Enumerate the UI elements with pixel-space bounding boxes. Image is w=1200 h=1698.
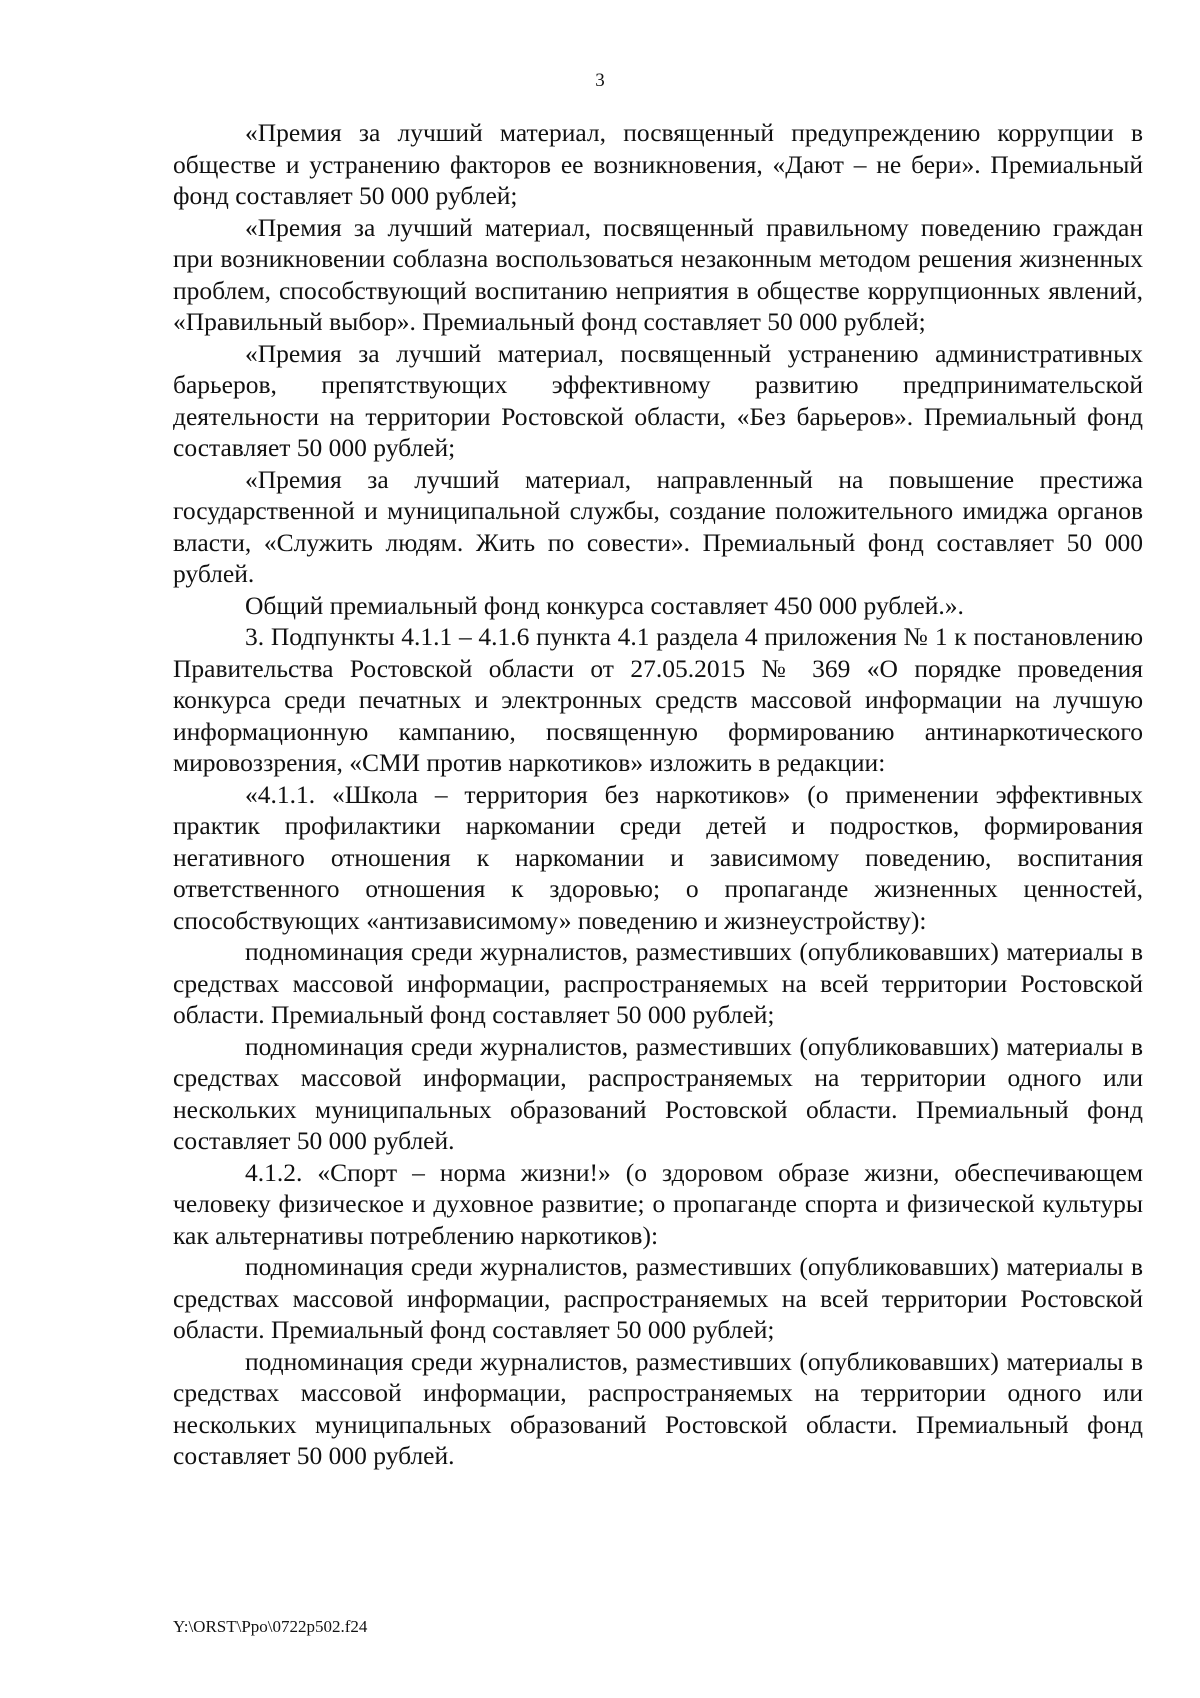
paragraph-serve-people-prize: «Премия за лучший материал, направленный на повышение престижа государственной и муниципальной службы, создание положительного имиджа органов власти, «Служить людям. Жить по совести». Премиальный фонд составляет 50 000 рублей. bbox=[173, 464, 1143, 588]
document-body bbox=[173, 117, 1143, 1472]
paragraph-4-1-2: 4.1.2. «Спорт – норма жизни!» (о здоровом образе жизни, обеспечивающем человеку физическое и духовное развитие; о пропаганде спорта и физической культуры как альтернативы потреблению наркотиков): bbox=[173, 1157, 1143, 1250]
paragraph-anticorruption-prize: «Премия за лучший материал, посвященный предупреждению коррупции в обществе и устранению факторов ее возникновения, «Дают – не бери». Премиальный фонд составляет 50 000 рублей; bbox=[173, 118, 1143, 210]
paragraph-subnomination-municipal-2: подноминация среди журналистов, разместивших (опубликовавших) материалы в средствах массовой информации, распространяемых на территории одного или нескольких муниципальных образований Ростовской области. Премиальный фонд составляет 50 000 рублей. bbox=[173, 1346, 1143, 1470]
page-number: 3 bbox=[595, 70, 605, 91]
paragraph-right-choice-prize: «Премия за лучший материал, посвященный правильному поведению граждан при возникновении соблазна воспользоваться незаконным методом решения жизненных проблем, способствующий воспитанию неприятия в обществе коррупционных явлений, «Правильный выбор». Премиальный фонд составляет 50 000 рублей; bbox=[173, 212, 1143, 336]
paragraph-subnomination-regional-2: подноминация среди журналистов, разместивших (опубликовавших) материалы в средствах массовой информации, распространяемых на всей территории Ростовской области. Премиальный фонд составляет 50 000 рублей; bbox=[173, 1252, 1143, 1344]
paragraph-subnomination-municipal-1: подноминация среди журналистов, разместивших (опубликовавших) материалы в средствах массовой информации, распространяемых на территории одного или нескольких муниципальных образований Ростовской области. Премиальный фонд составляет 50 000 рублей. bbox=[173, 1031, 1143, 1155]
paragraph-subnomination-regional-1: подноминация среди журналистов, разместивших (опубликовавших) материалы в средствах массовой информации, распространяемых на всей территории Ростовской области. Премиальный фонд составляет 50 000 рублей; bbox=[173, 937, 1143, 1029]
footer-file-path: Y:\ORST\Ppo\0722p502.f24 bbox=[173, 1617, 368, 1636]
paragraph-item-3: 3. Подпункты 4.1.1 – 4.1.6 пункта 4.1 раздела 4 приложения № 1 к постановлению Правительства Ростовской области от 27.05.2015 № 369 «О порядке проведения конкурса среди печатных и электронных средств массовой информации на лучшую информационную кампанию, посвященную формированию антинаркотического мировоззрения, «СМИ против наркотиков» изложить в редакции: bbox=[173, 622, 1143, 777]
paragraph-no-barriers-prize: «Премия за лучший материал, посвященный устранению административных барьеров, препятствующих эффективному развитию предпринимательской деятельности на территории Ростовской области, «Без барьеров». Премиальный фонд составляет 50 000 рублей; bbox=[173, 338, 1143, 462]
paragraph-4-1-1: «4.1.1. «Школа – территория без наркотиков» (о применении эффективных практик профилактики наркомании среди детей и подростков, формирования негативного отношения к наркомании и зависимому поведению, воспитания ответственного отношения к здоровью; о пропаганде жизненных ценностей, способствующих «антизависимому» поведению и жизнеустройству): bbox=[173, 779, 1143, 935]
paragraph-total-fund: Общий премиальный фонд конкурса составляет 450 000 рублей.». bbox=[245, 590, 964, 620]
